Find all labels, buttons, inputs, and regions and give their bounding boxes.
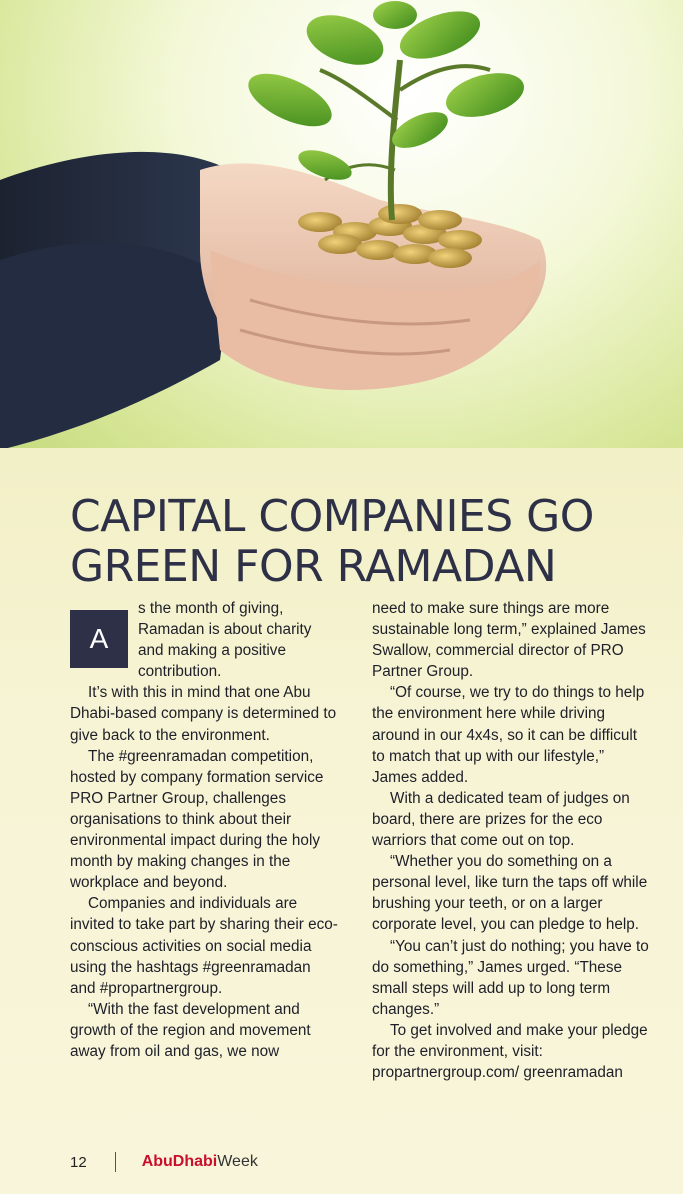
footer-divider [115, 1152, 116, 1172]
article-column-right [372, 598, 652, 1083]
paragraph: “Of course, we try to do things to help the environment here while driving around in our 4x4s, so it can be difficult to match that up with our lifestyle,” James added. [372, 684, 645, 786]
paragraph: “Whether you do something on a personal level, like turn the taps off while brushing your teeth, or on a larger corporate level, you can pledge to help. [372, 853, 648, 934]
paragraph: It’s with this in mind that one Abu Dhabi-based company is determined to give back to the environment. [70, 684, 337, 744]
hero-image [0, 0, 683, 470]
paragraph: To get involved and make your pledge for the environment, visit: propartnergroup.com/ greenramadan [372, 1021, 648, 1082]
paragraph: need to make sure things are more sustainable long term,” explained James Swallow, commercial director of PRO Partner Group. [372, 600, 646, 681]
page-number: 12 [70, 1153, 87, 1171]
dropcap: A [70, 610, 128, 668]
logo-part-week: Week [217, 1153, 258, 1170]
article-headline: CAPITAL COMPANIES GO GREEN FOR RAMADAN [70, 491, 594, 592]
page-footer [70, 1150, 258, 1174]
paragraph: “With the fast development and growth of the region and movement away from oil and gas, we now [70, 1000, 311, 1060]
paragraph: The #greenramadan competition, hosted by company formation service PRO Partner Group, challenges organisations to think about their environmental impact during the holy month by making changes in the workplace and beyond. [70, 747, 324, 892]
publication-logo [142, 1153, 258, 1171]
paragraph: With a dedicated team of judges on board, there are prizes for the eco warriors that come out on top. [372, 789, 630, 850]
article-column-left [70, 598, 340, 1062]
paragraph: s the month of giving, Ramadan is about charity and making a positive contribution. [138, 600, 312, 681]
logo-part-abudhabi: AbuDhabi [141, 1153, 218, 1170]
paragraph: Companies and individuals are invited to take part by sharing their eco-conscious activities on social media using the hashtags #greenramadan and #propartnergroup. [70, 895, 338, 997]
paragraph: “You can’t just do nothing; you have to do something,” James urged. “These small steps will add up to long term changes.” [372, 937, 649, 1018]
hands-coins-sapling-illustration [0, 0, 683, 470]
